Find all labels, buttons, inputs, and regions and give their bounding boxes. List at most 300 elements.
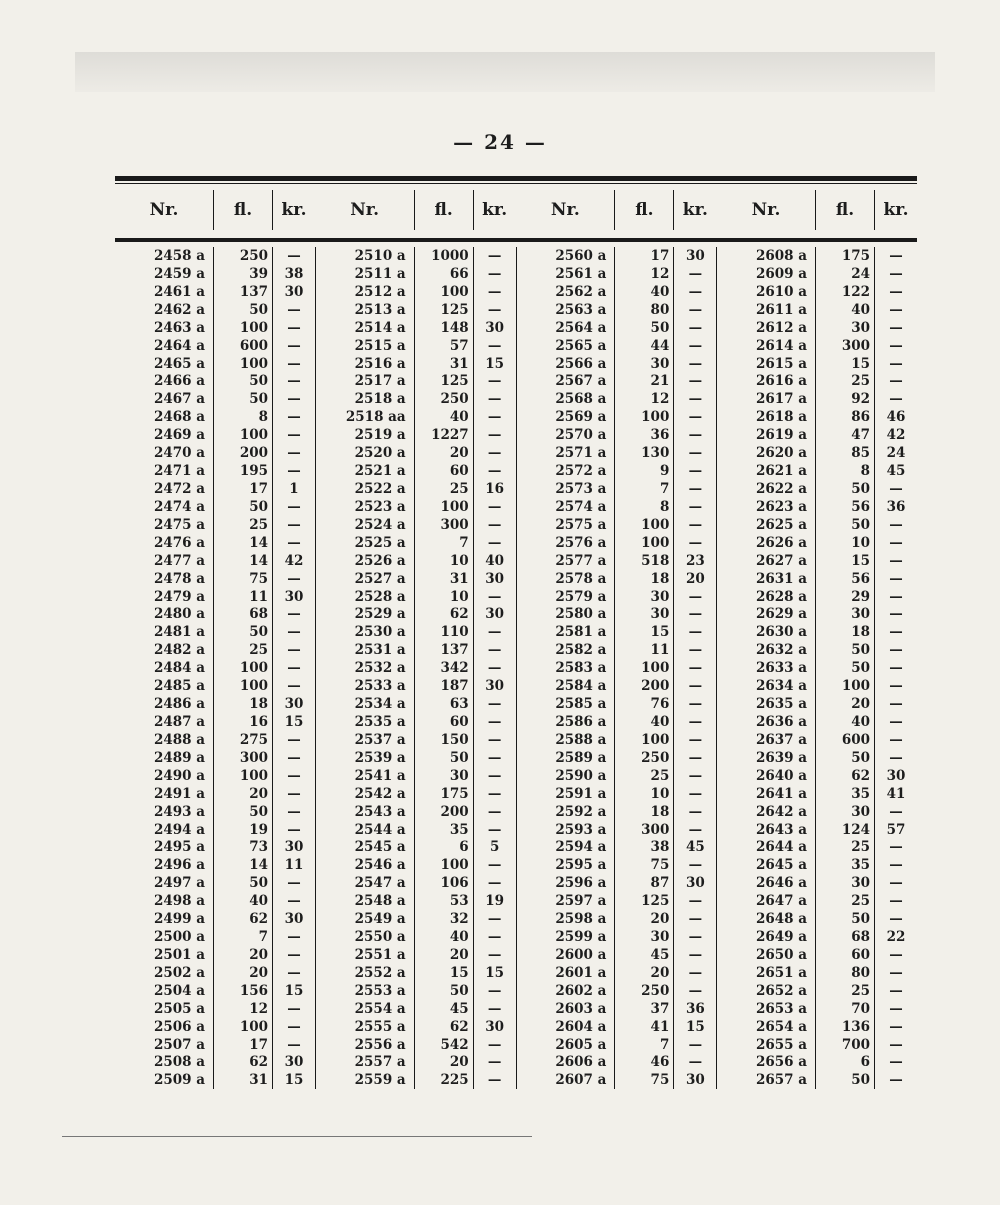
nr-cell: 2490 a xyxy=(153,767,205,784)
fl-cell: 8 xyxy=(659,498,670,515)
kr-cell: — xyxy=(487,929,502,946)
nr-cell: 2657 a xyxy=(755,1072,808,1089)
fl-cell: 10 xyxy=(449,552,469,569)
nr-cell: 2605 a xyxy=(555,1036,607,1053)
header-kr: kr. xyxy=(673,190,716,230)
nr-cell: 2539 a xyxy=(354,749,406,766)
kr-cell: — xyxy=(688,1054,703,1071)
nr-cell: 2617 a xyxy=(755,391,808,408)
kr-cell: — xyxy=(287,516,301,533)
header-nr: Nr. xyxy=(350,200,380,220)
fl-cell: 300 xyxy=(440,516,469,533)
fl-cell: 46 xyxy=(650,1054,670,1071)
fl-cell: 50 xyxy=(851,911,871,928)
header-kr: kr. xyxy=(272,190,315,230)
fl-cell: 150 xyxy=(440,731,469,748)
nr-cell: 2486 a xyxy=(153,696,205,713)
kr-cell: — xyxy=(487,731,502,748)
kr-cell: — xyxy=(889,391,903,408)
nr-cell: 2592 a xyxy=(555,803,607,820)
nr-cell: 2635 a xyxy=(755,696,808,713)
fl-cell: 66 xyxy=(449,265,469,282)
kr-cell: — xyxy=(889,265,903,282)
nr-cell: 2591 a xyxy=(555,785,607,802)
kr-cell: — xyxy=(487,911,502,928)
fl-cell: 29 xyxy=(851,588,871,605)
nr-cell: 2491 a xyxy=(153,785,205,802)
kr-cell: 19 xyxy=(485,893,505,910)
kr-cell: — xyxy=(889,248,903,264)
fl-cell: 600 xyxy=(841,731,871,748)
fl-cell: 156 xyxy=(239,982,268,999)
kr-cell: 15 xyxy=(485,355,505,372)
nr-cell: 2582 a xyxy=(555,642,607,659)
fl-cell: 30 xyxy=(650,588,670,605)
nr-cell: 2517 a xyxy=(354,373,406,390)
fl-cell: 20 xyxy=(449,445,469,462)
kr-cell: 36 xyxy=(886,498,906,515)
nr-cell: 2639 a xyxy=(755,749,808,766)
table-column-group xyxy=(316,247,516,1089)
fl-cell: 100 xyxy=(239,660,268,677)
kr-cell: — xyxy=(487,373,502,390)
nr-cell: 2577 a xyxy=(555,552,607,569)
fl-cell: 40 xyxy=(650,283,670,300)
kr-cell: — xyxy=(688,337,703,354)
fl-cell: 14 xyxy=(249,552,268,569)
kr-cell: — xyxy=(889,624,903,641)
kr-cell: — xyxy=(287,785,301,802)
nr-cell: 2548 a xyxy=(354,893,406,910)
fl-cell: 250 xyxy=(641,749,670,766)
kr-cell: — xyxy=(287,570,301,587)
fl-cell: 38 xyxy=(650,839,670,856)
nr-cell: 2515 a xyxy=(354,337,406,354)
fl-cell: 75 xyxy=(650,857,670,874)
kr-cell: — xyxy=(487,248,502,264)
nr-cell: 2600 a xyxy=(555,946,607,963)
fl-cell: 62 xyxy=(249,911,268,928)
nr-cell: 2481 a xyxy=(153,624,205,641)
fl-cell: 7 xyxy=(459,534,469,551)
fl-cell: 250 xyxy=(440,391,469,408)
nr-column xyxy=(115,247,213,1089)
nr-cell: 2644 a xyxy=(755,839,808,856)
fl-cell: 100 xyxy=(641,731,670,748)
fl-cell: 300 xyxy=(641,821,670,838)
kr-cell: 15 xyxy=(284,713,304,730)
nr-cell: 2516 a xyxy=(354,355,406,372)
kr-cell: — xyxy=(287,427,301,444)
fl-cell: 50 xyxy=(249,373,268,390)
nr-cell: 2607 a xyxy=(555,1072,607,1089)
fl-cell: 8 xyxy=(258,409,268,426)
kr-cell: — xyxy=(287,642,301,659)
kr-cell: — xyxy=(287,445,301,462)
kr-cell: — xyxy=(287,929,301,946)
fl-cell: 39 xyxy=(249,265,268,282)
nr-cell: 2505 a xyxy=(153,1000,205,1017)
fl-cell: 30 xyxy=(851,803,871,820)
nr-cell: 2478 a xyxy=(153,570,205,587)
fl-cell: 60 xyxy=(449,463,469,480)
kr-cell: — xyxy=(688,391,703,408)
nr-cell: 2581 a xyxy=(555,624,607,641)
fl-cell: 45 xyxy=(449,1000,469,1017)
nr-cell: 2655 a xyxy=(755,1036,808,1053)
scan-smudge xyxy=(75,52,935,92)
nr-cell: 2522 a xyxy=(354,480,406,497)
fl-cell: 62 xyxy=(449,1018,469,1035)
nr-cell: 2589 a xyxy=(555,749,607,766)
kr-cell: — xyxy=(688,624,703,641)
nr-cell: 2628 a xyxy=(755,588,808,605)
nr-cell: 2524 a xyxy=(354,516,406,533)
nr-cell: 2469 a xyxy=(153,427,205,444)
fl-cell: 68 xyxy=(851,929,871,946)
kr-cell: 30 xyxy=(284,283,304,300)
fl-cell: 100 xyxy=(239,319,268,336)
kr-cell: — xyxy=(889,480,903,497)
fl-cell: 12 xyxy=(650,265,670,282)
fl-cell: 24 xyxy=(851,265,871,282)
kr-cell: — xyxy=(688,498,703,515)
kr-cell: — xyxy=(889,964,903,981)
kr-cell: 45 xyxy=(685,839,705,856)
fl-cell: 136 xyxy=(841,1018,871,1035)
nr-cell: 2602 a xyxy=(555,982,607,999)
nr-cell: 2518 aa xyxy=(345,409,406,426)
fl-cell: 60 xyxy=(851,946,871,963)
kr-cell: — xyxy=(287,660,301,677)
fl-cell: 86 xyxy=(851,409,871,426)
fl-cell: 122 xyxy=(841,283,871,300)
fl-cell: 12 xyxy=(650,391,670,408)
kr-cell: 42 xyxy=(886,427,906,444)
kr-cell: — xyxy=(487,534,502,551)
nr-cell: 2588 a xyxy=(555,731,607,748)
kr-cell: — xyxy=(889,713,903,730)
fl-cell: 124 xyxy=(841,821,871,838)
nr-cell: 2512 a xyxy=(354,283,406,300)
fl-cell: 73 xyxy=(249,839,268,856)
kr-cell: — xyxy=(487,588,502,605)
nr-cell: 2560 a xyxy=(555,248,607,264)
header-fl: fl. xyxy=(614,190,673,230)
kr-cell: — xyxy=(487,696,502,713)
fl-cell: 15 xyxy=(650,624,670,641)
nr-cell: 2511 a xyxy=(354,265,406,282)
kr-cell: — xyxy=(688,427,703,444)
fl-cell: 40 xyxy=(650,713,670,730)
kr-cell: — xyxy=(487,982,502,999)
kr-cell: — xyxy=(487,337,502,354)
kr-cell: — xyxy=(688,911,703,928)
fl-cell: 50 xyxy=(851,1072,871,1089)
nr-cell: 2529 a xyxy=(354,606,406,623)
fl-cell: 10 xyxy=(449,588,469,605)
nr-cell: 2474 a xyxy=(153,498,205,515)
kr-cell: — xyxy=(889,373,903,390)
fl-cell: 50 xyxy=(249,803,268,820)
nr-cell: 2532 a xyxy=(354,660,406,677)
nr-cell: 2546 a xyxy=(354,857,406,874)
fl-cell: 25 xyxy=(449,480,469,497)
kr-cell: — xyxy=(688,946,703,963)
nr-cell: 2612 a xyxy=(755,319,808,336)
kr-cell: — xyxy=(287,821,301,838)
nr-cell: 2609 a xyxy=(755,265,808,282)
fl-cell: 50 xyxy=(851,749,871,766)
kr-cell: 30 xyxy=(284,839,304,856)
nr-cell: 2597 a xyxy=(555,893,607,910)
nr-cell: 2563 a xyxy=(555,301,607,318)
kr-cell: 40 xyxy=(485,552,505,569)
nr-cell: 2504 a xyxy=(153,982,205,999)
nr-cell: 2634 a xyxy=(755,678,808,695)
nr-cell: 2631 a xyxy=(755,570,808,587)
kr-cell: — xyxy=(688,1036,703,1053)
kr-cell: — xyxy=(287,964,301,981)
kr-cell: — xyxy=(487,445,502,462)
kr-cell: — xyxy=(287,1018,301,1035)
nr-cell: 2622 a xyxy=(755,480,808,497)
kr-cell: — xyxy=(487,498,502,515)
fl-cell: 137 xyxy=(440,642,469,659)
kr-cell: — xyxy=(688,696,703,713)
nr-cell: 2508 a xyxy=(153,1054,205,1071)
fl-cell: 100 xyxy=(239,427,268,444)
kr-cell: — xyxy=(487,1036,502,1053)
fl-cell: 25 xyxy=(851,982,871,999)
nr-cell: 2495 a xyxy=(153,839,205,856)
nr-cell: 2463 a xyxy=(153,319,205,336)
kr-cell: — xyxy=(688,445,703,462)
header-kr: kr. xyxy=(473,190,516,230)
kr-cell: 11 xyxy=(284,857,304,874)
fl-cell: 250 xyxy=(641,982,670,999)
fl-cell: 87 xyxy=(650,875,670,892)
nr-cell: 2493 a xyxy=(153,803,205,820)
kr-cell: — xyxy=(889,857,903,874)
fl-cell: 50 xyxy=(249,624,268,641)
fl-cell: 100 xyxy=(440,857,469,874)
nr-cell: 2610 a xyxy=(755,283,808,300)
nr-cell: 2553 a xyxy=(354,982,406,999)
kr-cell: — xyxy=(688,678,703,695)
fl-cell: 20 xyxy=(650,964,670,981)
kr-cell: — xyxy=(487,301,502,318)
kr-cell: — xyxy=(889,1054,903,1071)
kr-cell: — xyxy=(688,821,703,838)
fl-cell: 100 xyxy=(641,534,670,551)
fl-cell: 200 xyxy=(239,445,268,462)
kr-cell: — xyxy=(287,319,301,336)
kr-cell: 30 xyxy=(685,875,705,892)
fl-column xyxy=(213,247,272,1089)
nr-cell: 2555 a xyxy=(354,1018,406,1035)
kr-cell: 30 xyxy=(685,1072,705,1089)
nr-cell: 2500 a xyxy=(153,929,205,946)
nr-cell: 2459 a xyxy=(153,265,205,282)
fl-cell: 11 xyxy=(650,642,670,659)
fl-cell: 100 xyxy=(841,678,871,695)
fl-cell: 125 xyxy=(641,893,670,910)
fl-column xyxy=(815,247,874,1089)
kr-cell: — xyxy=(287,391,301,408)
nr-cell: 2656 a xyxy=(755,1054,808,1071)
fl-cell: 31 xyxy=(249,1072,268,1089)
kr-cell: 20 xyxy=(685,570,705,587)
fl-cell: 47 xyxy=(851,427,871,444)
nr-cell: 2523 a xyxy=(354,498,406,515)
kr-cell: — xyxy=(688,964,703,981)
nr-cell: 2489 a xyxy=(153,749,205,766)
fl-cell: 25 xyxy=(851,893,871,910)
fl-cell: 1000 xyxy=(431,248,469,264)
nr-cell: 2574 a xyxy=(555,498,607,515)
nr-cell: 2596 a xyxy=(555,875,607,892)
header-group xyxy=(717,190,917,230)
kr-cell: — xyxy=(889,552,903,569)
fl-cell: 20 xyxy=(851,696,871,713)
fl-cell: 16 xyxy=(249,713,268,730)
fl-cell: 62 xyxy=(851,767,871,784)
fl-cell: 50 xyxy=(851,660,871,677)
fl-cell: 76 xyxy=(650,696,670,713)
kr-cell: — xyxy=(688,767,703,784)
kr-cell: — xyxy=(487,642,502,659)
fl-cell: 10 xyxy=(650,785,670,802)
nr-cell: 2527 a xyxy=(354,570,406,587)
kr-cell: — xyxy=(487,713,502,730)
kr-cell: — xyxy=(487,463,502,480)
table-body xyxy=(115,247,917,1089)
nr-cell: 2470 a xyxy=(153,445,205,462)
fl-cell: 342 xyxy=(440,660,469,677)
nr-cell: 2552 a xyxy=(354,964,406,981)
fl-cell: 100 xyxy=(239,355,268,372)
nr-cell: 2568 a xyxy=(555,391,607,408)
nr-cell: 2620 a xyxy=(755,445,808,462)
kr-cell: — xyxy=(688,606,703,623)
header-rule xyxy=(115,238,917,242)
kr-cell: 46 xyxy=(886,409,906,426)
kr-cell: — xyxy=(287,803,301,820)
kr-cell: — xyxy=(487,660,502,677)
fl-cell: 137 xyxy=(239,283,268,300)
fl-cell: 7 xyxy=(258,929,268,946)
fl-cell: 100 xyxy=(239,1018,268,1035)
fl-cell: 110 xyxy=(440,624,469,641)
nr-cell: 2645 a xyxy=(755,857,808,874)
header-nr: Nr. xyxy=(149,200,179,220)
nr-cell: 2549 a xyxy=(354,911,406,928)
fl-cell: 130 xyxy=(641,445,670,462)
kr-cell: — xyxy=(688,516,703,533)
fl-cell: 18 xyxy=(851,624,871,641)
kr-cell: — xyxy=(487,875,502,892)
fl-cell: 41 xyxy=(650,1018,670,1035)
top-rule-thick xyxy=(115,176,917,181)
nr-cell: 2623 a xyxy=(755,498,808,515)
fl-cell: 18 xyxy=(249,696,268,713)
nr-cell: 2640 a xyxy=(755,767,808,784)
page-number: — 24 — xyxy=(453,130,547,154)
fl-cell: 7 xyxy=(659,1036,670,1053)
nr-cell: 2603 a xyxy=(555,1000,607,1017)
fl-cell: 53 xyxy=(449,893,469,910)
fl-cell: 200 xyxy=(641,678,670,695)
kr-cell: — xyxy=(287,767,301,784)
fl-cell: 11 xyxy=(249,588,268,605)
nr-cell: 2467 a xyxy=(153,391,205,408)
nr-cell: 2614 a xyxy=(755,337,808,354)
fl-cell: 6 xyxy=(860,1054,871,1071)
kr-cell: — xyxy=(889,319,903,336)
kr-cell: 30 xyxy=(485,1018,505,1035)
fl-cell: 35 xyxy=(449,821,469,838)
kr-cell: — xyxy=(487,1072,502,1089)
kr-cell: — xyxy=(287,1036,301,1053)
nr-cell: 2573 a xyxy=(555,480,607,497)
table-column-group xyxy=(115,247,315,1089)
nr-cell: 2494 a xyxy=(153,821,205,838)
kr-cell: — xyxy=(287,946,301,963)
nr-cell: 2578 a xyxy=(555,570,607,587)
fl-cell: 85 xyxy=(851,445,871,462)
kr-cell: — xyxy=(487,1054,502,1071)
fl-cell: 20 xyxy=(249,964,268,981)
nr-cell: 2488 a xyxy=(153,731,205,748)
kr-cell: — xyxy=(889,606,903,623)
nr-cell: 2647 a xyxy=(755,893,808,910)
nr-cell: 2601 a xyxy=(555,964,607,981)
nr-cell: 2625 a xyxy=(755,516,808,533)
fl-cell: 30 xyxy=(851,875,871,892)
kr-cell: — xyxy=(688,480,703,497)
nr-cell: 2632 a xyxy=(755,642,808,659)
fl-cell: 7 xyxy=(659,480,670,497)
kr-cell: — xyxy=(487,624,502,641)
fl-cell: 100 xyxy=(440,283,469,300)
kr-cell: 36 xyxy=(685,1000,705,1017)
kr-cell: 30 xyxy=(485,319,505,336)
nr-cell: 2621 a xyxy=(755,463,808,480)
nr-cell: 2502 a xyxy=(153,964,205,981)
fl-cell: 250 xyxy=(239,248,268,264)
kr-cell: 24 xyxy=(886,445,906,462)
fl-cell: 17 xyxy=(249,480,268,497)
kr-cell: 15 xyxy=(284,982,304,999)
kr-cell: — xyxy=(889,534,903,551)
fl-cell: 40 xyxy=(449,409,469,426)
fl-cell: 30 xyxy=(650,355,670,372)
bottom-rule xyxy=(62,1136,532,1137)
fl-cell: 60 xyxy=(449,713,469,730)
kr-cell: 30 xyxy=(284,696,304,713)
kr-cell: — xyxy=(889,570,903,587)
fl-cell: 20 xyxy=(650,911,670,928)
kr-cell: 30 xyxy=(886,767,906,784)
fl-cell: 62 xyxy=(249,1054,268,1071)
kr-cell: 30 xyxy=(284,911,304,928)
price-table xyxy=(115,176,917,1089)
kr-cell: — xyxy=(889,875,903,892)
fl-cell: 225 xyxy=(440,1072,469,1089)
fl-cell: 100 xyxy=(641,409,670,426)
nr-cell: 2580 a xyxy=(555,606,607,623)
